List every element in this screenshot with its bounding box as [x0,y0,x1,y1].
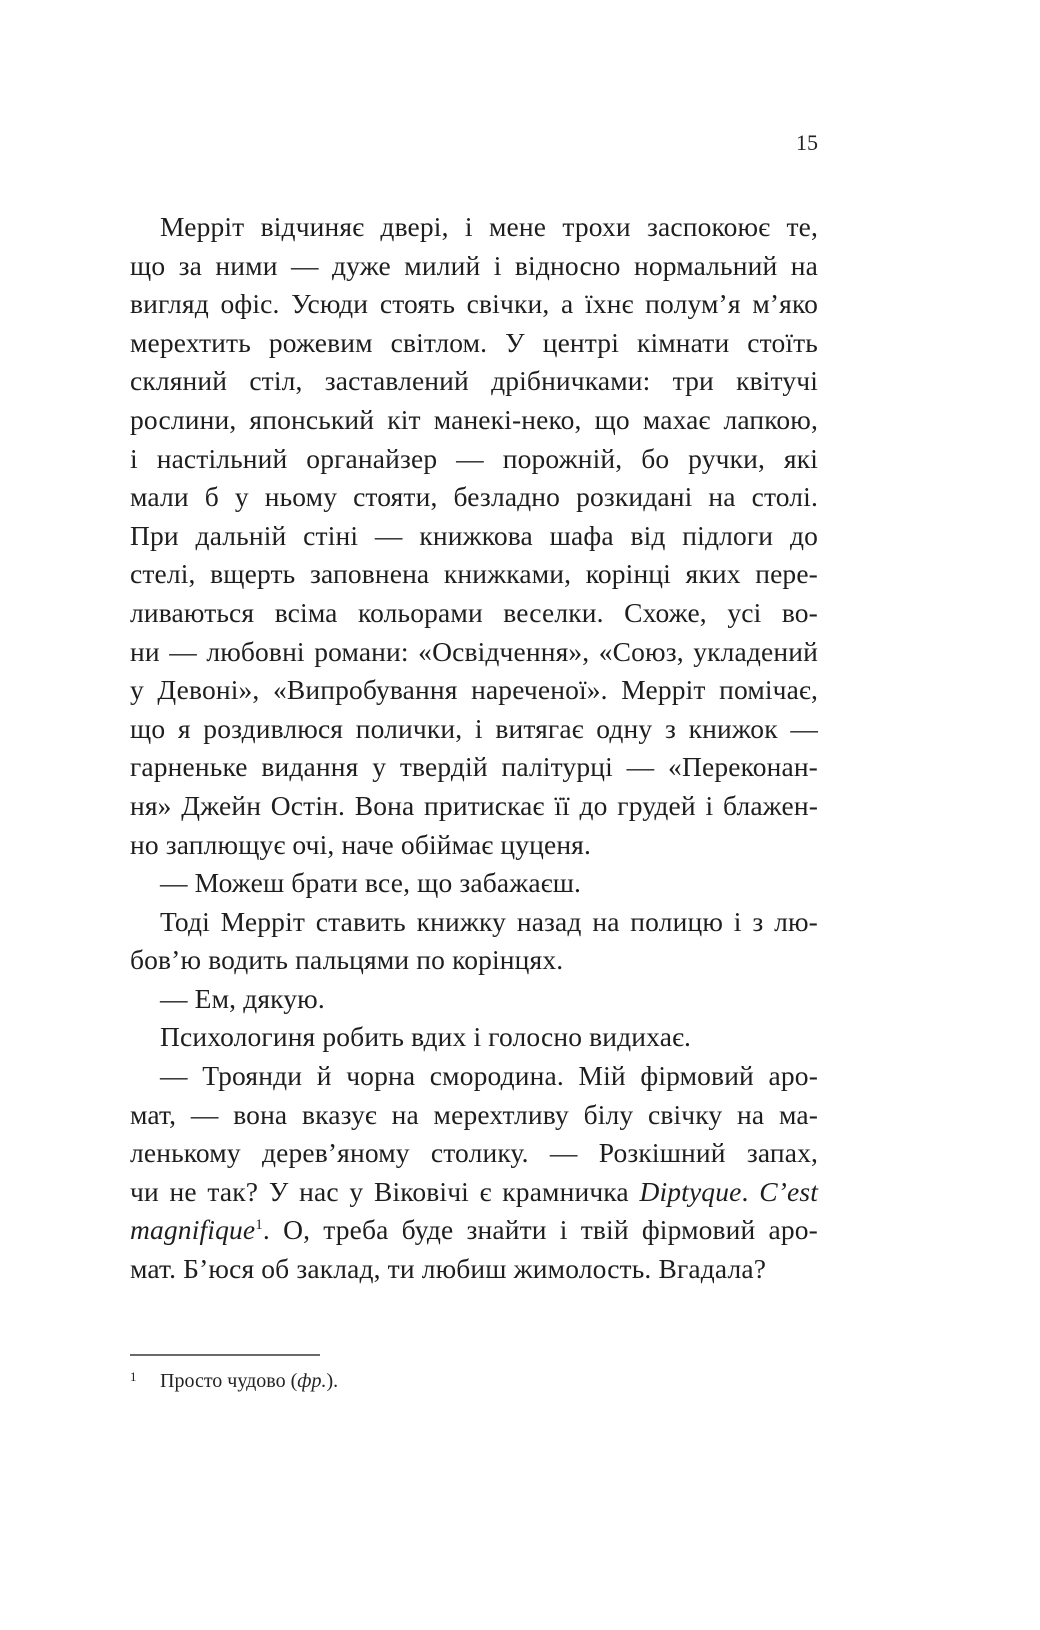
text-line: гарненьке видання у твердій палітурці — «Переконан- [130,751,818,783]
italic-brand-name: Diptyque [639,1175,742,1207]
text-line: мерехтить рожевим світлом. У центрі кімнати стоїть [130,326,818,358]
dialogue-line: — Троянди й чорна смородина. Мій фірмовий аро- [160,1060,818,1092]
footnote: 1 Просто чудово (фр.). [130,1369,339,1392]
text-line: Мерріт відчиняє двері, і мене трохи заспокоює те, [160,211,818,242]
text-line [130,1211,818,1250]
text-segment: . О, треба буде знайти і твій фірмовий аро- [262,1214,818,1246]
footnote-divider [130,1354,320,1356]
footnote-reference[interactable]: 1 [255,1217,263,1234]
italic-french-phrase: C’est [759,1175,818,1207]
text-line: скляний стіл, заставлений дрібничками: три квітучі [130,365,818,397]
text-line: бов’ю водить пальцями по корінцях. [130,944,564,976]
text-line: ливаються всіма кольорами веселки. Схоже, усі во- [130,596,818,628]
text-line: При дальній стіні — книжкова шафа від підлоги до [130,519,818,551]
body-text [130,208,818,1289]
footnote-text: Просто чудово ( [160,1370,298,1392]
text-line: но заплющує очі, наче обіймає цуценя. [130,828,592,860]
text-line: мат, — вона вказує на мерехтливу білу свічку на ма- [130,1098,818,1130]
footnote-italic: фр. [297,1370,327,1392]
text-line: що за ними — дуже милий і відносно нормальний на [130,249,818,281]
italic-french-phrase: magnifique [130,1214,256,1246]
page-number: 15 [796,130,818,155]
text-line [130,1173,818,1212]
text-segment: чи не так? У нас у Віковічі є крамничка [130,1175,640,1207]
text-line: вигляд офіс. Усюди стоять свічки, а їхнє полум’я м’яко [130,288,818,320]
dialogue-line: — Можеш брати все, що забажаєш. [160,867,582,899]
text-line: у Девоні», «Випробування нареченої». Мерріт помічає, [130,674,818,706]
text-segment: . [741,1175,760,1207]
text-line: що я роздивлюся полички, і витягає одну з книжок — [130,712,818,744]
text-line: Тоді Мерріт ставить книжку назад на полицю і з лю- [160,905,818,937]
text-line: ленькому дерев’яному столику. — Розкішний запах, [130,1137,818,1169]
dialogue-line: — Ем, дякую. [160,982,325,1014]
text-line: Психологиня робить вдих і голосно видихає. [160,1021,692,1053]
text-line: і настільний органайзер — порожній, бо ручки, які [130,442,818,474]
text-line: рослини, японський кіт манекі-неко, що махає лапкою, [130,403,818,435]
text-line: мат. Б’юся об заклад, ти любиш жимолость. Вгадала? [130,1253,767,1285]
footnote-text: ). [326,1370,339,1392]
text-line: ня» Джейн Остін. Вона притискає її до грудей і блажен- [130,789,818,821]
text-line: мали б у ньому стояти, безладно розкидані на столі. [130,481,818,513]
text-line: стелі, вщерть заповнена книжками, корінці яких пере- [130,558,818,590]
text-line: ни — любовні романи: «Освідчення», «Союз, укладений [130,635,818,667]
